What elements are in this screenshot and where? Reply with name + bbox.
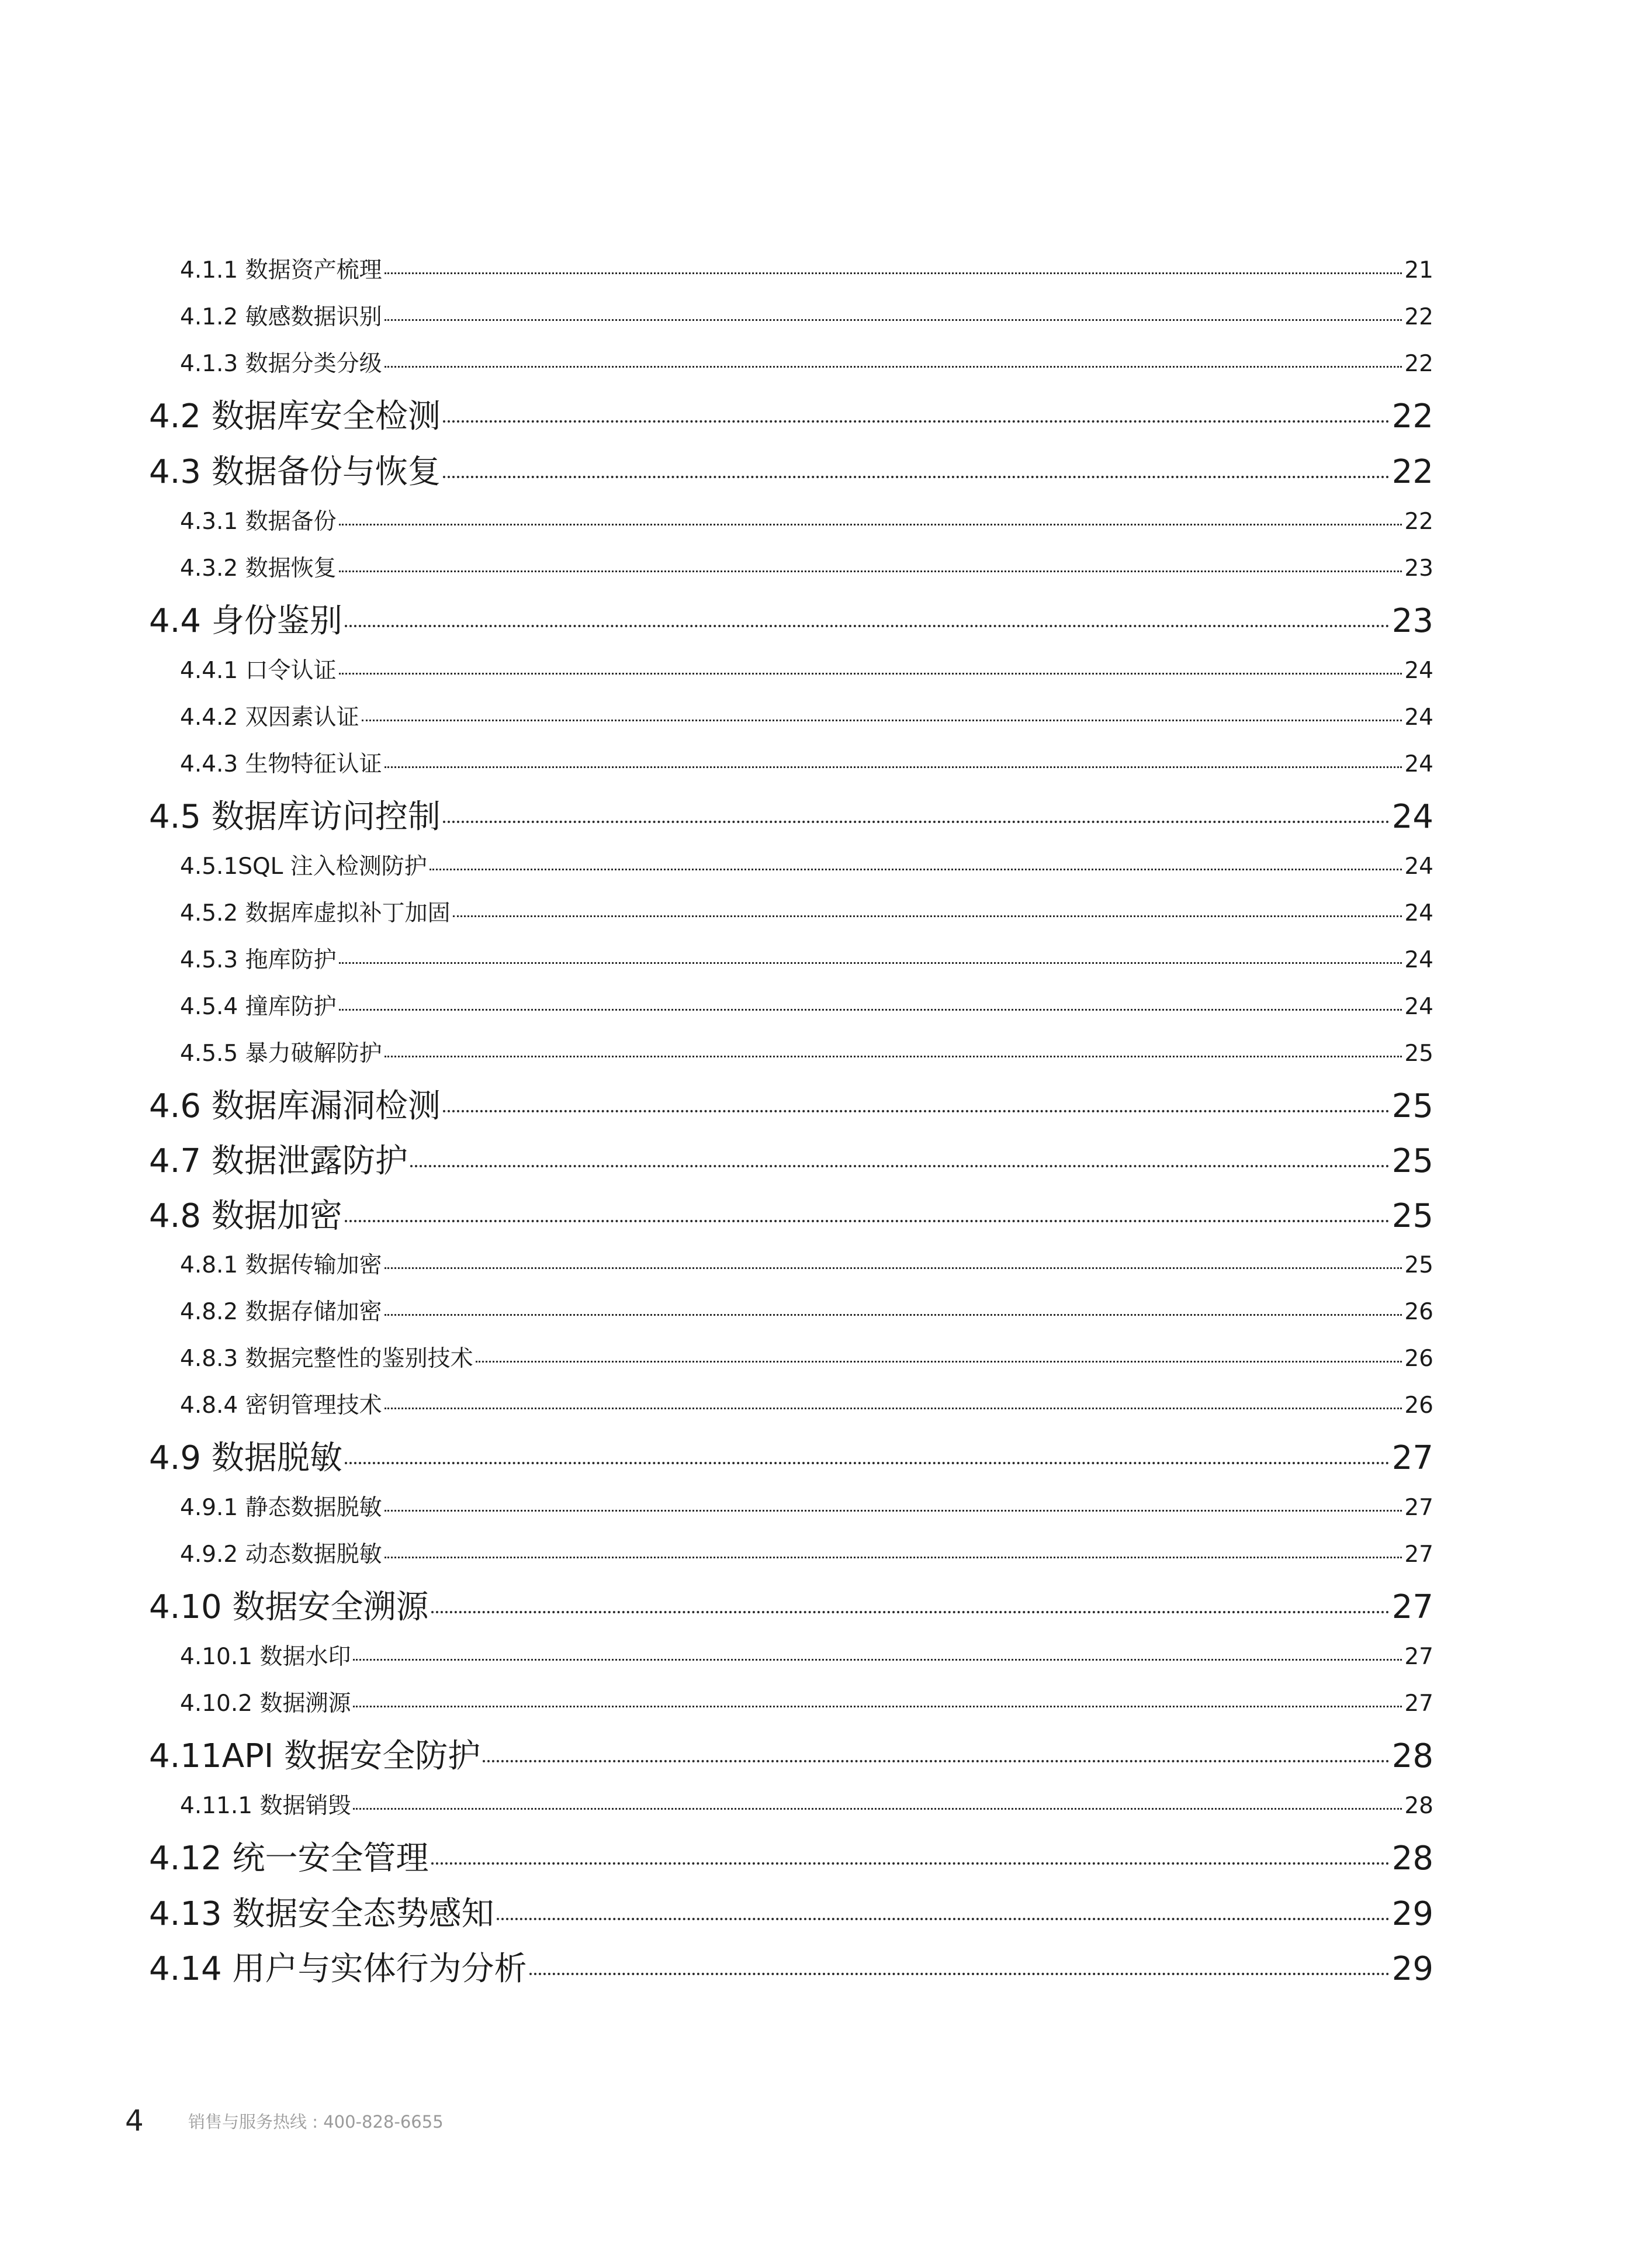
- toc-entry[interactable]: [180, 851, 1433, 883]
- toc-entry-label: 4.14 用户与实体行为分析: [149, 1950, 527, 1988]
- toc-entry-page: 28: [1391, 1840, 1433, 1878]
- toc-entry-label: 4.8.4 密钥管理技术: [180, 1392, 382, 1419]
- toc-entry[interactable]: [180, 1492, 1433, 1524]
- toc-dot-leader: [431, 1611, 1390, 1613]
- toc-dot-leader: [385, 1314, 1402, 1316]
- footer-hotline: 销售与服务热线 : 400-828-6655: [188, 2112, 444, 2132]
- toc-entry-label: 4.8 数据加密: [149, 1197, 342, 1235]
- toc-dot-leader: [385, 1408, 1402, 1409]
- toc-entry-page: 22: [1391, 397, 1433, 435]
- toc-entry-label: 4.9.2 动态数据脱敏: [180, 1541, 382, 1568]
- toc-entry-page: 25: [1391, 1197, 1433, 1235]
- toc-entry-page: 27: [1391, 1588, 1433, 1626]
- toc-entry-page: 26: [1404, 1299, 1433, 1325]
- toc-entry[interactable]: [180, 702, 1433, 734]
- toc-entry-page: 24: [1391, 798, 1433, 836]
- toc-entry[interactable]: [180, 1250, 1433, 1281]
- toc-dot-leader: [410, 1165, 1390, 1167]
- toc-entry-page: 25: [1391, 1087, 1433, 1125]
- toc-entry-page: 22: [1391, 453, 1433, 491]
- toc-entry-label: 4.5.4 撞库防护: [180, 994, 337, 1020]
- toc-entry[interactable]: [180, 1296, 1433, 1328]
- toc-entry-label: 4.4 身份鉴别: [149, 602, 342, 640]
- toc-dot-leader: [362, 720, 1402, 721]
- toc-entry[interactable]: [180, 348, 1433, 380]
- toc-entry[interactable]: [149, 1086, 1433, 1127]
- toc-entry-page: 23: [1404, 555, 1433, 582]
- toc-entry[interactable]: [180, 898, 1433, 929]
- toc-dot-leader: [385, 1557, 1402, 1558]
- toc-entry-label: 4.4.2 双因素认证: [180, 704, 359, 731]
- toc-entry[interactable]: [149, 797, 1433, 838]
- toc-dot-leader: [443, 821, 1390, 823]
- toc-entry-label: 4.1.1 数据资产梳理: [180, 257, 382, 283]
- toc-dot-leader: [453, 915, 1402, 917]
- toc-entry[interactable]: [149, 1141, 1433, 1182]
- toc-dot-leader: [385, 272, 1402, 274]
- toc-entry-page: 24: [1404, 853, 1433, 880]
- toc-entry-page: 26: [1404, 1392, 1433, 1419]
- toc-entry-label: 4.3.1 数据备份: [180, 509, 337, 535]
- toc-dot-leader: [339, 524, 1402, 525]
- toc-dot-leader: [385, 1510, 1402, 1512]
- toc-entry-label: 4.8.2 数据存储加密: [180, 1299, 382, 1325]
- toc-dot-leader: [483, 1760, 1390, 1762]
- toc-dot-leader: [529, 1973, 1390, 1975]
- toc-entry[interactable]: [180, 1539, 1433, 1571]
- toc-dot-leader: [430, 869, 1402, 870]
- toc-entry-page: 29: [1391, 1895, 1433, 1933]
- toc-dot-leader: [353, 1706, 1402, 1707]
- toc-dot-leader: [345, 1220, 1390, 1222]
- toc-entry[interactable]: [180, 1390, 1433, 1422]
- toc-entry-page: 29: [1391, 1950, 1433, 1988]
- toc-entry-page: 27: [1404, 1644, 1433, 1670]
- toc-entry-label: 4.3.2 数据恢复: [180, 555, 337, 582]
- toc-entry-label: 4.9.1 静态数据脱敏: [180, 1495, 382, 1521]
- toc-entry-page: 24: [1404, 704, 1433, 731]
- toc-entry-page: 27: [1404, 1690, 1433, 1717]
- toc-entry-label: 4.4.1 口令认证: [180, 658, 337, 684]
- toc-dot-leader: [497, 1918, 1390, 1920]
- toc-dot-leader: [339, 570, 1402, 572]
- toc-entry-label: 4.5.2 数据库虚拟补丁加固: [180, 900, 451, 926]
- toc-entry-label: 4.3 数据备份与恢复: [149, 453, 441, 491]
- toc-dot-leader: [339, 962, 1402, 964]
- toc-entry-label: 4.11.1 数据销毁: [180, 1793, 351, 1819]
- toc-entry-page: 24: [1404, 658, 1433, 684]
- toc-entry-page: 22: [1404, 304, 1433, 330]
- toc-entry-label: 4.10.1 数据水印: [180, 1644, 351, 1670]
- toc-entry[interactable]: [180, 1038, 1433, 1070]
- toc-entry[interactable]: [180, 991, 1433, 1023]
- toc-entry[interactable]: [180, 1688, 1433, 1720]
- toc-dot-leader: [431, 1862, 1390, 1865]
- toc-entry-label: 4.1.3 数据分类分级: [180, 351, 382, 377]
- toc-entry-label: 4.11API 数据安全防护: [149, 1737, 481, 1775]
- toc-entry-label: 4.5 数据库访问控制: [149, 798, 441, 836]
- toc-entry-page: 24: [1404, 900, 1433, 926]
- toc-entry[interactable]: [180, 553, 1433, 585]
- toc-entry-page: 26: [1404, 1346, 1433, 1372]
- toc-entry[interactable]: [149, 396, 1433, 437]
- toc-entry[interactable]: [149, 1949, 1433, 1990]
- toc-entry-page: 24: [1404, 751, 1433, 777]
- toc-entry-page: 22: [1404, 509, 1433, 535]
- toc-entry-page: 24: [1404, 994, 1433, 1020]
- toc-dot-leader: [353, 1659, 1402, 1661]
- toc-entry-page: 23: [1391, 602, 1433, 640]
- toc-entry-label: 4.8.1 数据传输加密: [180, 1252, 382, 1278]
- toc-entry-label: 4.4.3 生物特征认证: [180, 751, 382, 777]
- toc-entry[interactable]: [180, 945, 1433, 976]
- toc-entry[interactable]: [180, 1641, 1433, 1673]
- toc-entry[interactable]: [180, 255, 1433, 286]
- toc-entry[interactable]: [149, 1438, 1433, 1479]
- toc-entry[interactable]: [180, 749, 1433, 780]
- toc-entry-page: 21: [1404, 257, 1433, 283]
- toc-entry-label: 4.13 数据安全态势感知: [149, 1895, 494, 1933]
- toc-dot-leader: [385, 1056, 1402, 1057]
- toc-entry-page: 25: [1391, 1142, 1433, 1180]
- toc-dot-leader: [385, 766, 1402, 768]
- toc-entry-label: 4.10 数据安全溯源: [149, 1588, 429, 1626]
- toc-entry-page: 27: [1404, 1495, 1433, 1521]
- toc-entry[interactable]: [180, 506, 1433, 538]
- toc-entry[interactable]: [149, 452, 1433, 493]
- toc-entry-page: 24: [1404, 947, 1433, 973]
- toc-entry-label: 4.10.2 数据溯源: [180, 1690, 351, 1717]
- toc-entry-label: 4.5.5 暴力破解防护: [180, 1040, 382, 1067]
- toc-entry[interactable]: [149, 1587, 1433, 1628]
- toc-entry[interactable]: [180, 1343, 1433, 1375]
- toc-entry-label: 4.5.3 拖库防护: [180, 947, 337, 973]
- toc-entry-label: 4.2 数据库安全检测: [149, 397, 441, 435]
- toc-dot-leader: [339, 673, 1402, 675]
- toc-entry[interactable]: [149, 1838, 1433, 1879]
- toc-dot-leader: [476, 1361, 1402, 1363]
- toc-dot-leader: [353, 1808, 1402, 1810]
- toc-entry-label: 4.6 数据库漏洞检测: [149, 1087, 441, 1125]
- toc-entry[interactable]: [180, 655, 1433, 687]
- toc-entry-label: 4.8.3 数据完整性的鉴别技术: [180, 1346, 473, 1372]
- toc-dot-leader: [385, 319, 1402, 321]
- toc-entry-label: 4.5.1SQL 注入检测防护: [180, 853, 427, 880]
- toc-entry-label: 4.1.2 敏感数据识别: [180, 304, 382, 330]
- toc-entry-page: 28: [1391, 1737, 1433, 1775]
- toc-entry-page: 28: [1404, 1793, 1433, 1819]
- toc-dot-leader: [385, 1267, 1402, 1269]
- toc-entry-page: 25: [1404, 1040, 1433, 1067]
- toc-entry-page: 27: [1404, 1541, 1433, 1568]
- toc-entry[interactable]: [149, 1894, 1433, 1935]
- toc-dot-leader: [339, 1009, 1402, 1011]
- toc-dot-leader: [443, 476, 1390, 478]
- toc-entry-page: 27: [1391, 1439, 1433, 1477]
- page-number: 4: [125, 2104, 144, 2138]
- toc-dot-leader: [385, 366, 1402, 368]
- toc-entry-label: 4.7 数据泄露防护: [149, 1142, 408, 1180]
- toc-entry[interactable]: [180, 302, 1433, 333]
- toc-dot-leader: [443, 420, 1390, 423]
- toc-entry[interactable]: [149, 1736, 1433, 1777]
- toc-entry[interactable]: [149, 601, 1433, 642]
- toc-entry[interactable]: [149, 1196, 1433, 1237]
- toc-entry-label: 4.9 数据脱敏: [149, 1439, 342, 1477]
- toc-entry-label: 4.12 统一安全管理: [149, 1840, 429, 1878]
- toc-dot-leader: [345, 625, 1390, 627]
- toc-dot-leader: [443, 1110, 1390, 1112]
- toc-entry[interactable]: [180, 1790, 1433, 1822]
- toc-entry-page: 22: [1404, 351, 1433, 377]
- toc-entry-page: 25: [1404, 1252, 1433, 1278]
- toc-dot-leader: [345, 1462, 1390, 1464]
